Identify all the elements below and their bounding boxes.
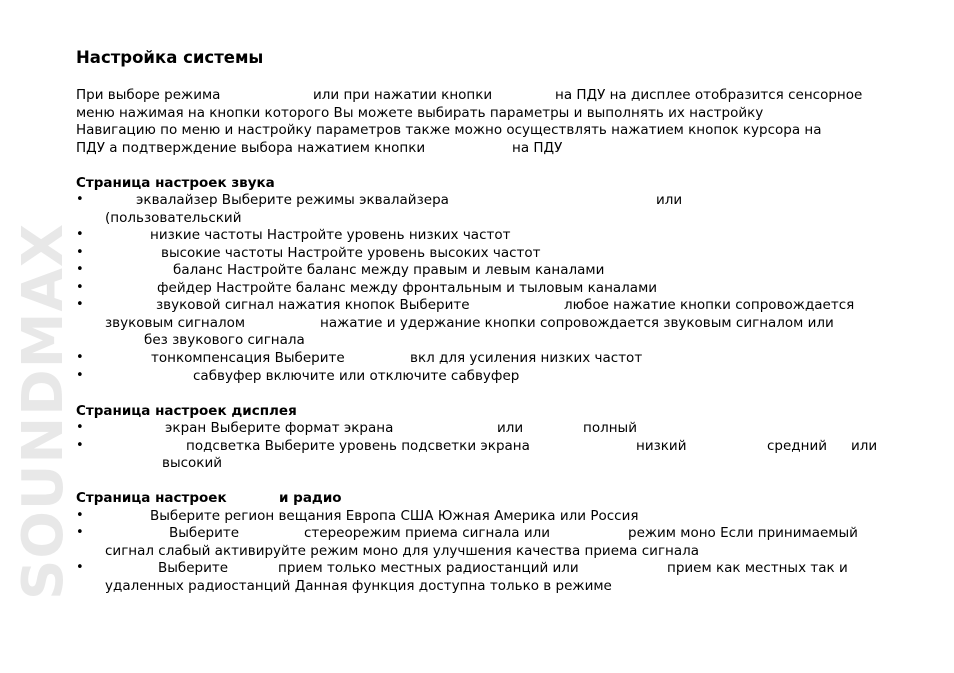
item-text: средний: [767, 438, 828, 454]
bullet-icon: •: [76, 245, 84, 260]
intro-text: Навигацию по меню и настройку параметров также можно осуществлять нажатием кнопок курсора на: [76, 122, 822, 138]
item-text: или: [851, 438, 878, 454]
item-text: Выберите: [169, 525, 240, 541]
item-text: низкие частоты Настройте уровень низких частот: [150, 227, 511, 243]
item-text: баланс Настройте баланс между правым и левым каналами: [173, 262, 605, 278]
item-text: эквалайзер Выберите режимы эквалайзера: [136, 192, 449, 208]
section-heading-radio: [76, 489, 879, 507]
list-item-bass: [76, 226, 879, 244]
list-item-balance: [76, 261, 879, 279]
item-text: сабвуфер включите или отключите сабвуфер: [193, 368, 520, 384]
list-item-screen: [76, 419, 879, 437]
list-item-loudness: [76, 349, 879, 367]
brand-logo-text: SOUNDMAX: [11, 222, 76, 600]
list-item-equalizer: [76, 191, 879, 209]
list-item-region: [76, 507, 879, 525]
bullet-icon: •: [76, 227, 84, 242]
item-text: вкл для усиления низких частот: [410, 350, 643, 366]
item-text: без звукового сигнала: [144, 332, 305, 348]
list-item-backlight: [76, 437, 879, 455]
item-text: Выберите: [158, 560, 229, 576]
intro-text: При выборе режима: [76, 87, 221, 103]
intro-line-3: [76, 121, 879, 139]
item-text: любое нажатие кнопки сопровождается: [564, 297, 855, 313]
bullet-icon: •: [76, 280, 84, 295]
item-text: или: [497, 420, 524, 436]
bullet-icon: •: [76, 438, 84, 453]
bullet-icon: •: [76, 525, 84, 540]
intro-text: на ПДУ: [512, 140, 563, 156]
bullet-icon: •: [76, 560, 84, 575]
item-text: удаленных радиостанций Данная функция доступна только в режиме: [105, 578, 612, 594]
bullet-icon: •: [76, 262, 84, 277]
intro-text: или при нажатии кнопки: [313, 87, 493, 103]
item-text: прием только местных радиостанций или: [278, 560, 579, 576]
item-text: фейдер Настройте баланс между фронтальным и тыловым каналами: [157, 280, 658, 296]
item-text: стереорежим приема сигнала или: [304, 525, 550, 541]
section-heading-sound: [76, 174, 879, 192]
item-text: звуковым сигналом: [105, 315, 246, 331]
list-item-stereo: [76, 524, 879, 542]
bullet-icon: •: [76, 508, 84, 523]
heading-text: Страница настроек звука: [76, 175, 275, 191]
section-heading-display: [76, 402, 879, 420]
heading-text: Страница настроек дисплея: [76, 403, 297, 419]
item-text: подсветка Выберите уровень подсветки экрана: [186, 438, 530, 454]
bullet-icon: •: [76, 350, 84, 365]
item-text: полный: [583, 420, 637, 436]
bullet-icon: •: [76, 368, 84, 383]
list-item-local-cont: [76, 577, 879, 595]
list-item-local: [76, 559, 879, 577]
item-text: звуковой сигнал нажатия кнопок Выберите: [156, 297, 470, 313]
item-text: сигнал слабый активируйте режим моно для улучшения качества приема сигнала: [105, 543, 700, 559]
intro-text: меню нажимая на кнопки которого Вы можете выбирать параметры и выполнять их настройку: [76, 105, 764, 121]
bullet-icon: •: [76, 420, 84, 435]
intro-line-1: [76, 86, 879, 104]
list-item-subwoofer: [76, 367, 879, 385]
list-item-equalizer-cont: [76, 209, 879, 227]
intro-text: ПДУ а подтверждение выбора нажатием кнопки: [76, 140, 426, 156]
page-title: Настройка системы: [76, 48, 264, 67]
item-text: или: [656, 192, 683, 208]
item-text: экран Выберите формат экрана: [165, 420, 394, 436]
item-text: прием как местных так и: [667, 560, 848, 576]
list-item-fader: [76, 279, 879, 297]
item-text: (пользовательский: [105, 210, 242, 226]
list-item-stereo-cont: [76, 542, 879, 560]
item-text: Выберите регион вещания Европа США Южная Америка или Россия: [150, 508, 639, 524]
list-item-treble: [76, 244, 879, 262]
intro-text: на ПДУ на дисплее отобразится сенсорное: [555, 87, 863, 103]
item-text: нажатие и удержание кнопки сопровождается звуковым сигналом или: [320, 315, 834, 331]
list-item-beep-cont: [76, 314, 879, 332]
heading-text: Страница настроек: [76, 490, 227, 506]
intro-line-2: [76, 104, 879, 122]
list-item-beep: [76, 296, 879, 314]
intro-line-4: [76, 139, 879, 157]
list-item-beep-cont-2: [76, 331, 879, 349]
item-text: режим моно Если принимаемый: [628, 525, 858, 541]
bullet-icon: •: [76, 192, 84, 207]
list-item-backlight-cont: [76, 454, 879, 472]
item-text: высокий: [162, 455, 222, 471]
item-text: низкий: [636, 438, 687, 454]
heading-text: и радио: [279, 490, 342, 506]
item-text: тонкомпенсация Выберите: [151, 350, 345, 366]
bullet-icon: •: [76, 297, 84, 312]
item-text: высокие частоты Настройте уровень высоких частот: [161, 245, 541, 261]
